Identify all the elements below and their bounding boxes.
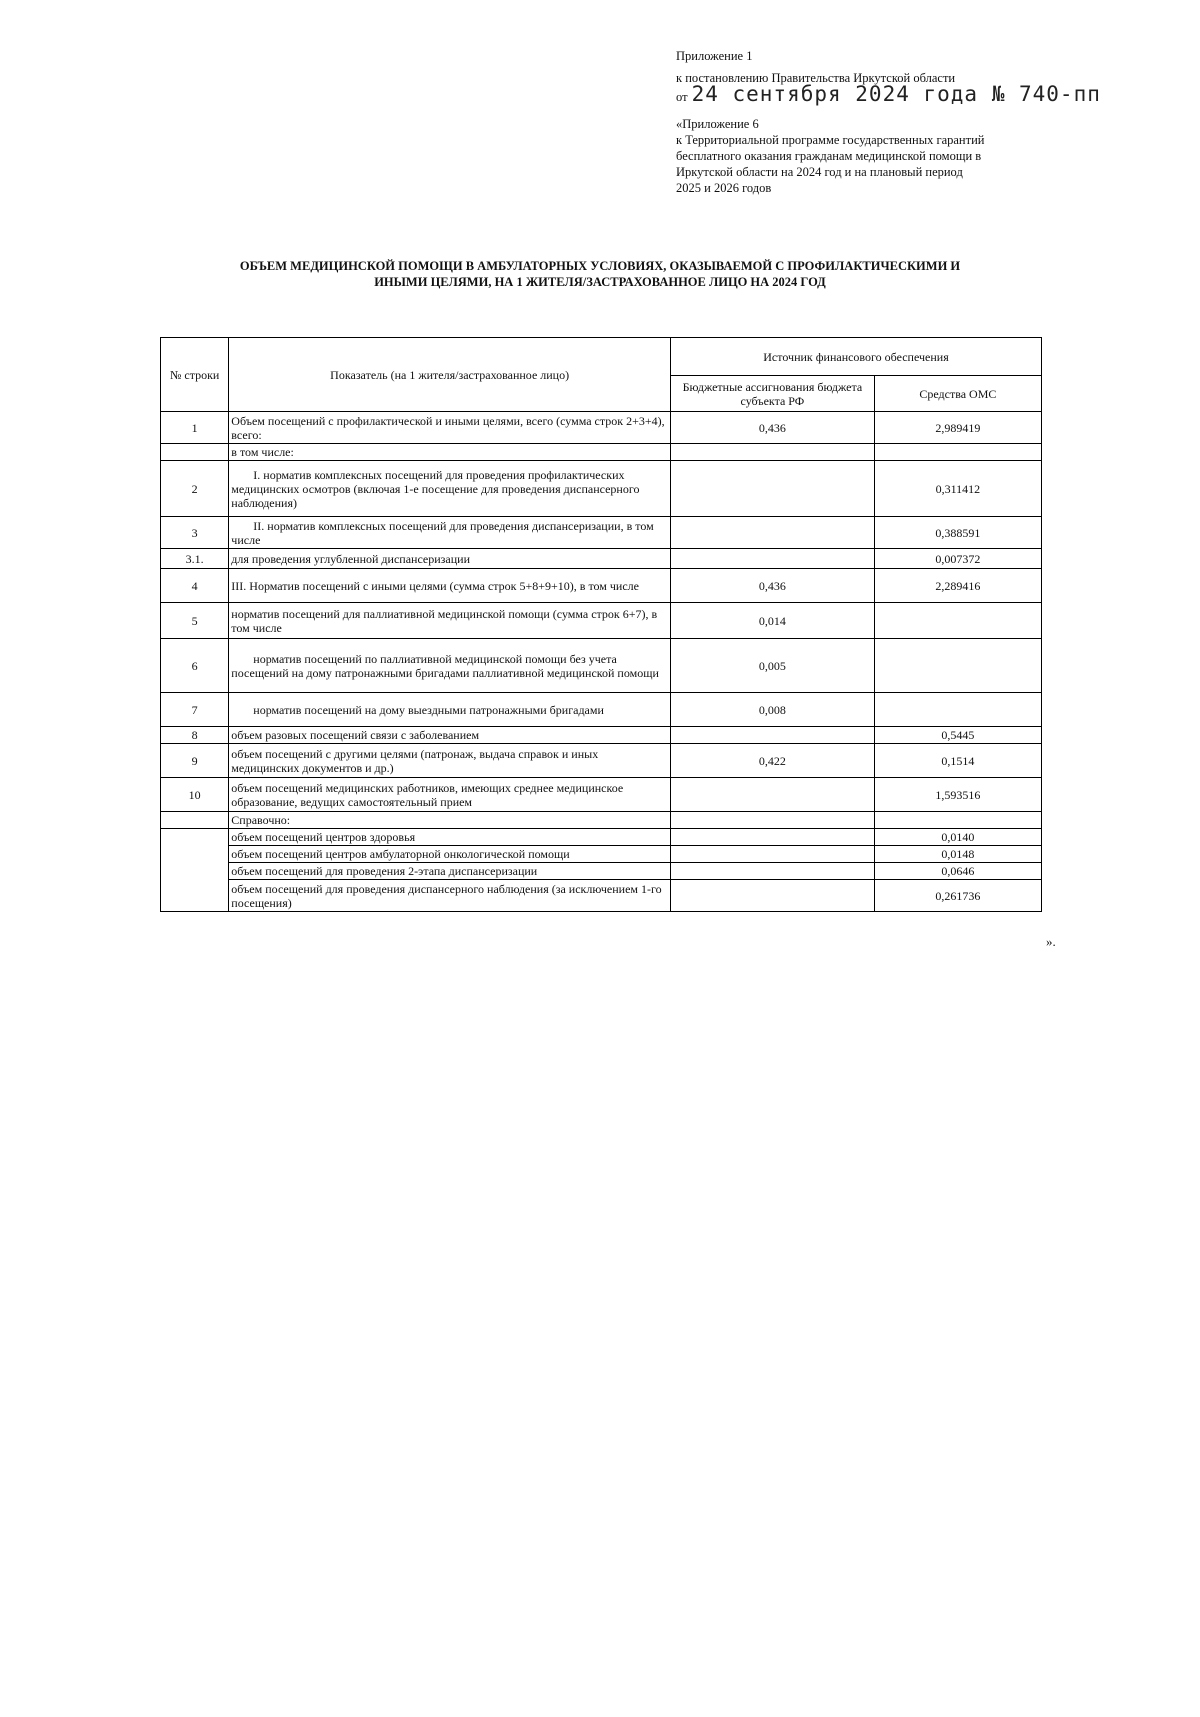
table-row xyxy=(161,693,1042,727)
program-line: Иркутской области на 2024 год и на плановый период xyxy=(676,165,963,179)
row-number: 7 xyxy=(161,693,229,727)
table-header-row xyxy=(161,338,1042,376)
row-number: 3 xyxy=(161,517,229,549)
row-indicator: I. норматив комплексных посещений для проведения профилактических медицинских осмотров (включая 1-е посещение для проведения диспансерного наблюдения) xyxy=(229,461,671,517)
row-indicator: объем посещений с другими целями (патронаж, выдача справок и иных медицинских документов и др.) xyxy=(229,744,671,778)
reference-label: Справочно: xyxy=(229,812,671,829)
row-number xyxy=(161,444,229,461)
table-row xyxy=(161,744,1042,778)
row-indicator: III. Норматив посещений с иными целями (сумма строк 5+8+9+10), в том числе xyxy=(229,569,671,603)
row-oms-value: 0,0140 xyxy=(874,829,1041,846)
row-budget-value: 0,005 xyxy=(670,639,874,693)
row-indicator: объем посещений центров здоровья xyxy=(229,829,671,846)
row-budget-value xyxy=(670,846,874,863)
program-line: бесплатного оказания гражданам медицинской помощи в xyxy=(676,149,982,163)
row-oms-value: 2,289416 xyxy=(874,569,1041,603)
row-budget-value xyxy=(670,517,874,549)
annex-label: Приложение 1 xyxy=(676,49,753,63)
row-number: 3.1. xyxy=(161,549,229,569)
row-number: 4 xyxy=(161,569,229,603)
decree-date-line xyxy=(676,82,1146,112)
row-indicator: объем посещений для проведения диспансерного наблюдения (за исключением 1-го посещения) xyxy=(229,880,671,912)
annex-header xyxy=(676,48,1146,196)
row-number: 1 xyxy=(161,412,229,444)
row-number: 8 xyxy=(161,727,229,744)
decree-date-number: 24 сентября 2024 года № 740-пп xyxy=(691,82,1101,106)
program-line: к Территориальной программе государственных гарантий xyxy=(676,133,985,147)
document-title-line: ОБЪЕМ МЕДИЦИНСКОЙ ПОМОЩИ В АМБУЛАТОРНЫХ УСЛОВИЯХ, ОКАЗЫВАЕМОЙ С ПРОФИЛАКТИЧЕСКИМИ И xyxy=(239,259,961,273)
reference-row xyxy=(161,880,1042,912)
header-oms: Средства ОМС xyxy=(874,376,1041,412)
header-budget: Бюджетные ассигнования бюджета субъекта РФ xyxy=(670,376,874,412)
reference-row xyxy=(161,846,1042,863)
row-oms-value: 0,311412 xyxy=(874,461,1041,517)
row-budget-value xyxy=(670,778,874,812)
row-budget-value xyxy=(670,863,874,880)
table-row xyxy=(161,569,1042,603)
header-row-number: № строки xyxy=(161,338,229,412)
document-title-line: ИНЫМИ ЦЕЛЯМИ, НА 1 ЖИТЕЛЯ/ЗАСТРАХОВАННОЕ ЛИЦО НА 2024 ГОД xyxy=(374,275,826,289)
row-oms-value: 2,989419 xyxy=(874,412,1041,444)
row-indicator: объем посещений медицинских работников, имеющих среднее медицинское образование, ведущих самостоятельный прием xyxy=(229,778,671,812)
row-oms-value: 0,1514 xyxy=(874,744,1041,778)
row-indicator: объем посещений для проведения 2-этапа диспансеризации xyxy=(229,863,671,880)
header-indicator: Показатель (на 1 жителя/застрахованное лицо) xyxy=(229,338,671,412)
row-budget-value xyxy=(670,461,874,517)
table-row xyxy=(161,461,1042,517)
reference-row xyxy=(161,863,1042,880)
table-row xyxy=(161,412,1042,444)
row-number: 10 xyxy=(161,778,229,812)
row-oms-value xyxy=(874,444,1041,461)
row-indicator: объем разовых посещений связи с заболеванием xyxy=(229,727,671,744)
row-budget-value xyxy=(670,727,874,744)
table-row xyxy=(161,549,1042,569)
row-number: 5 xyxy=(161,603,229,639)
row-budget-value xyxy=(670,444,874,461)
row-number: 6 xyxy=(161,639,229,693)
row-oms-value: 0,0646 xyxy=(874,863,1041,880)
row-oms-value xyxy=(874,639,1041,693)
row-oms-value xyxy=(874,603,1041,639)
row-indicator: Объем посещений с профилактической и иными целями, всего (сумма строк 2+3+4), всего: xyxy=(229,412,671,444)
row-budget-value xyxy=(670,880,874,912)
header-funding-source: Источник финансового обеспечения xyxy=(670,338,1041,376)
row-number: 2 xyxy=(161,461,229,517)
program-line: 2025 и 2026 годов xyxy=(676,181,772,195)
row-oms-value: 0,261736 xyxy=(874,880,1041,912)
row-indicator: II. норматив комплексных посещений для проведения диспансеризации, в том числе xyxy=(229,517,671,549)
row-indicator: для проведения углубленной диспансеризации xyxy=(229,549,671,569)
row-indicator: объем посещений центров амбулаторной онкологической помощи xyxy=(229,846,671,863)
table-row xyxy=(161,727,1042,744)
row-oms-value: 0,007372 xyxy=(874,549,1041,569)
row-oms-value: 0,5445 xyxy=(874,727,1041,744)
table-row xyxy=(161,603,1042,639)
date-prefix: от xyxy=(676,90,688,104)
row-indicator: норматив посещений на дому выездными патронажными бригадами xyxy=(229,693,671,727)
row-budget-value xyxy=(670,549,874,569)
reference-label-row xyxy=(161,812,1042,829)
closing-quote: ». xyxy=(1046,934,1056,949)
table-row xyxy=(161,778,1042,812)
row-number: 9 xyxy=(161,744,229,778)
row-budget-value xyxy=(670,829,874,846)
row-indicator: в том числе: xyxy=(229,444,671,461)
row-indicator: норматив посещений для паллиативной медицинской помощи (сумма строк 6+7), в том числе xyxy=(229,603,671,639)
document-title xyxy=(150,258,1050,290)
row-budget-value: 0,008 xyxy=(670,693,874,727)
volume-table xyxy=(160,337,1042,912)
row-budget-value: 0,014 xyxy=(670,603,874,639)
annex6-label: «Приложение 6 xyxy=(676,117,759,131)
table-row xyxy=(161,444,1042,461)
row-budget-value: 0,436 xyxy=(670,569,874,603)
decree-line: к постановлению Правительства Иркутской области xyxy=(676,71,956,85)
table-row xyxy=(161,639,1042,693)
reference-row xyxy=(161,829,1042,846)
row-oms-value: 1,593516 xyxy=(874,778,1041,812)
row-oms-value: 0,388591 xyxy=(874,517,1041,549)
table-row xyxy=(161,517,1042,549)
row-indicator: норматив посещений по паллиативной медицинской помощи без учета посещений на дому патронажными бригадами паллиативной медицинской помощи xyxy=(229,639,671,693)
row-budget-value: 0,422 xyxy=(670,744,874,778)
row-oms-value xyxy=(874,693,1041,727)
row-oms-value: 0,0148 xyxy=(874,846,1041,863)
row-budget-value: 0,436 xyxy=(670,412,874,444)
